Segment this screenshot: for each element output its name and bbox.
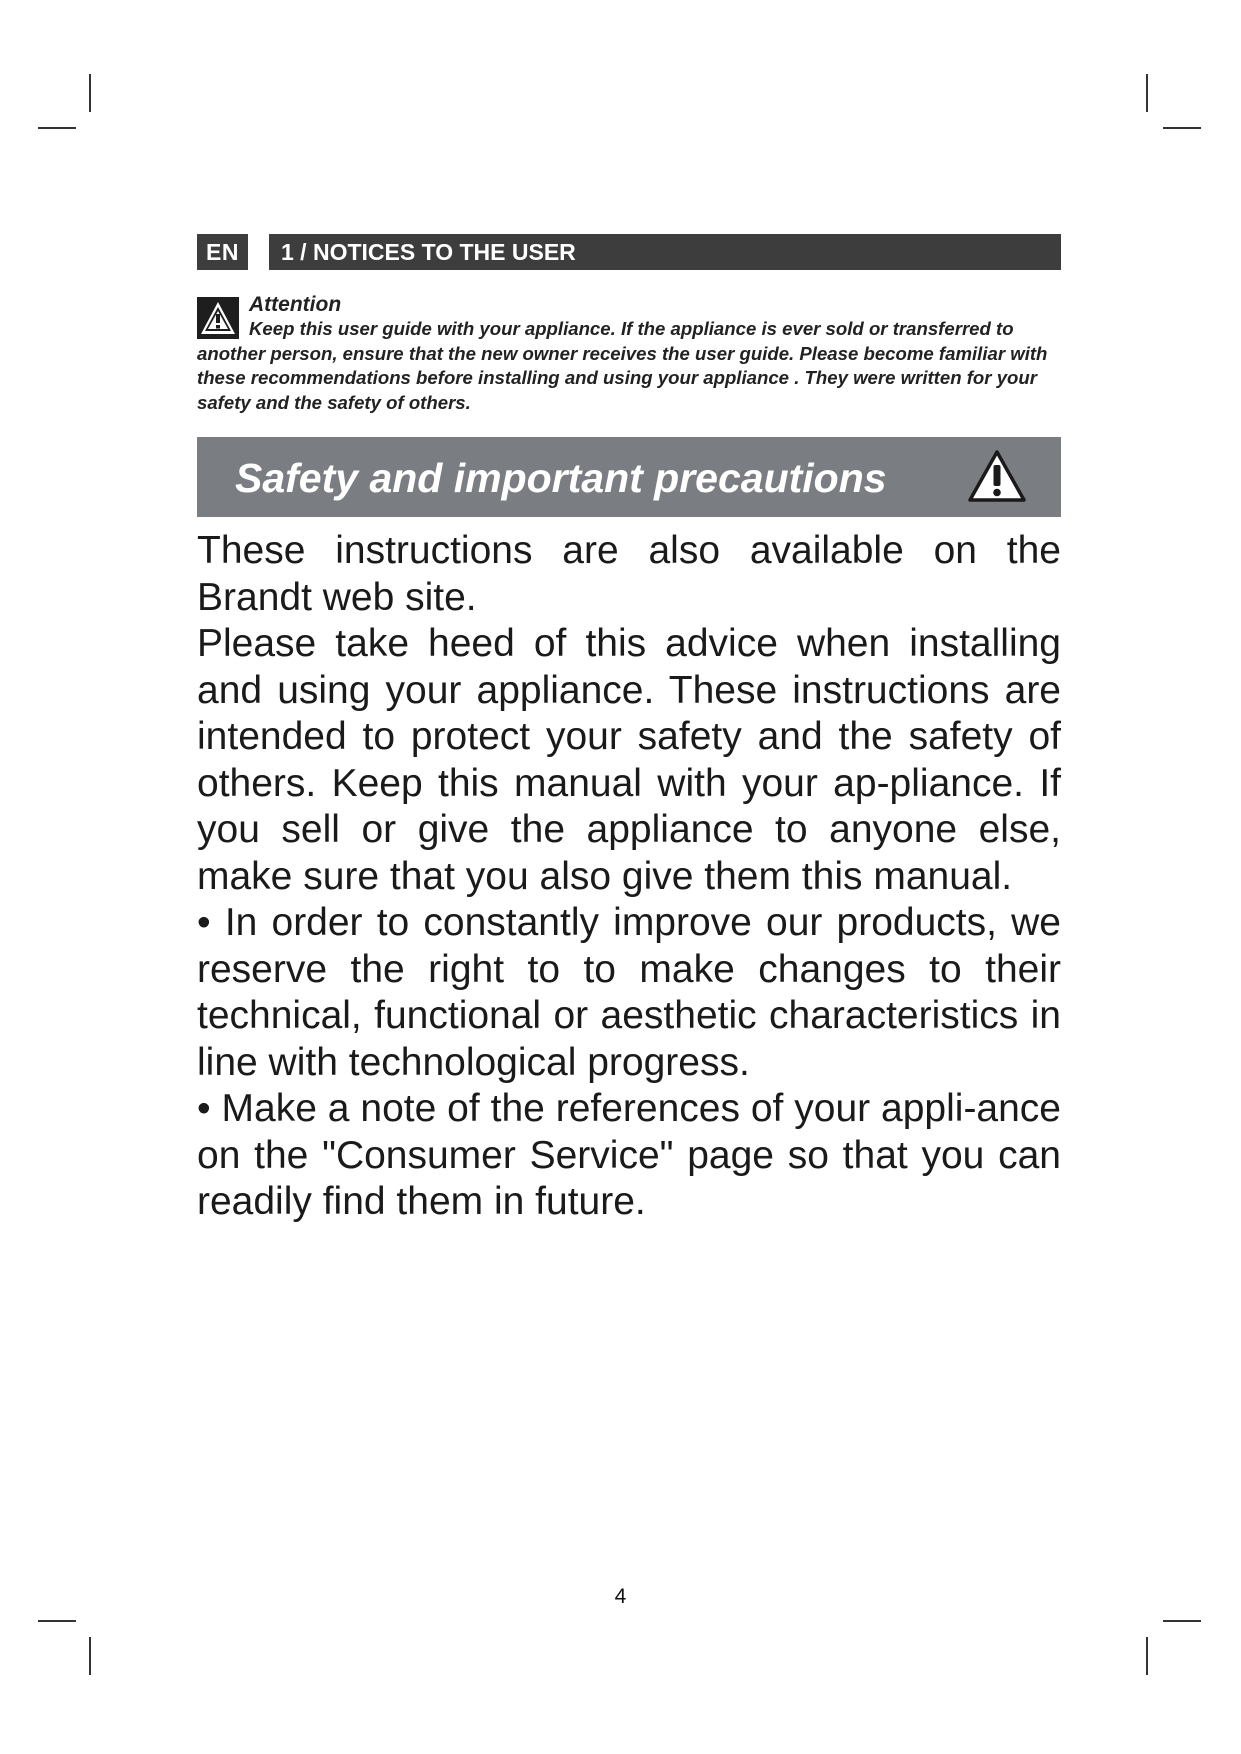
paragraph-consumer-service: • Make a note of the references of your appli-ance on the "Consumer Service" page so that you can readily find them in future. — [197, 1087, 1061, 1223]
language-tag: EN — [197, 234, 248, 270]
section-title: 1 / NOTICES TO THE USER — [269, 234, 1061, 270]
attention-text: Keep this user guide with your appliance. If the appliance is ever sold or transferred to another person, ensure that the new owner receives the user guide. Please become familiar with these recommendations before installing and using your appliance . They were written for your safety and the safety of others. — [197, 318, 1048, 413]
attention-notice — [197, 293, 1069, 415]
crop-mark-bottom-left-horizontal — [38, 1620, 76, 1622]
crop-mark-bottom-right-vertical — [1146, 1637, 1148, 1675]
page-number: 4 — [614, 1585, 627, 1608]
paragraph-improve-products: • In order to constantly improve our products, we reserve the right to to make changes to their technical, functional or aesthetic characteristics in line with technological progress. — [197, 901, 1061, 1084]
banner-title: Safety and important precautions — [235, 455, 887, 501]
paragraph-web-site: These instructions are also available on the Brandt web site. — [197, 529, 1061, 619]
crop-mark-bottom-left-vertical — [89, 1637, 91, 1675]
warning-triangle-icon — [967, 449, 1027, 503]
section-header — [197, 234, 1061, 270]
crop-mark-top-right-horizontal — [1163, 127, 1201, 129]
crop-mark-top-right-vertical — [1146, 74, 1148, 112]
instructions-body — [197, 528, 1061, 1226]
paragraph-advice: Please take heed of this advice when installing and using your appliance. These instructions are intended to protect your safety and the safety of others. Keep this manual with your ap-pliance. If you sell or give the appliance to anyone else, make sure that you also give them this manual. — [197, 622, 1061, 898]
attention-title: Attention — [249, 293, 342, 316]
safety-banner — [197, 437, 1061, 517]
warning-icon — [197, 297, 239, 339]
crop-mark-bottom-right-horizontal — [1163, 1620, 1201, 1622]
crop-mark-top-left-vertical — [89, 74, 91, 112]
crop-mark-top-left-horizontal — [38, 127, 76, 129]
